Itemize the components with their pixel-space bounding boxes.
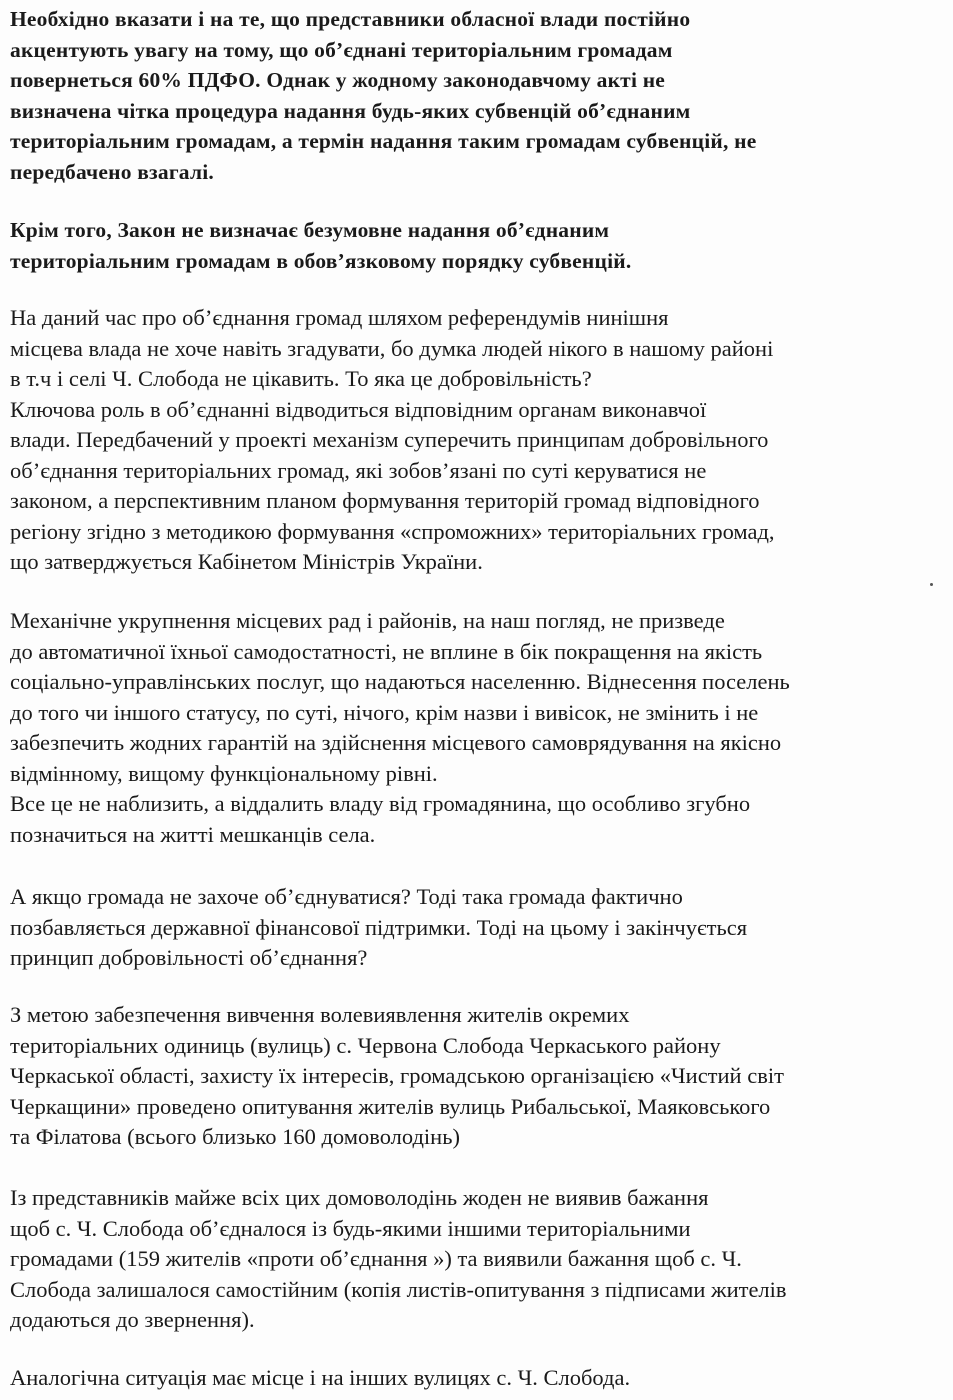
paragraph-subvention-procedure xyxy=(10,4,945,187)
paragraph-survey-results xyxy=(10,1183,945,1336)
text-line: На даний час про об’єднання громад шляхом референдумів нинішня xyxy=(10,305,669,330)
paragraph-survey xyxy=(10,1000,945,1153)
text-line: позбавляється державної фінансової підтримки. Тоді на цьому і закінчується xyxy=(10,914,748,940)
text-line: повернеться 60% ПДФО. Однак у жодному законодавчому акті не xyxy=(10,68,666,92)
paragraph-referendum-voluntariness xyxy=(10,303,945,578)
text-line: територіальних одиниць (вулиць) с. Червона Слобода Черкаського району xyxy=(10,1032,721,1058)
text-line: додаються до звернення). xyxy=(10,1307,255,1332)
text-line: та Філатова (всього близько 160 домоволодінь) xyxy=(10,1124,460,1149)
text-line: що затверджується Кабінетом Міністрів України. xyxy=(10,549,483,574)
text-line: Слобода залишалося самостійним (копія листів-опитування з підписами жителів xyxy=(10,1276,787,1302)
paragraph-community-refusal xyxy=(10,882,945,974)
text-line: принцип добровільності об’єднання? xyxy=(10,945,368,970)
text-line: місцева влада не хоче навіть згадувати, бо думка людей нікого в нашому районі xyxy=(10,335,774,361)
text-line: забезпечить жодних гарантій на здійснення місцевого самоврядування на якісно xyxy=(10,730,782,755)
paragraph-other-streets xyxy=(10,1363,945,1394)
text-line: А якщо громада не захоче об’єднуватися? Тоді така громада фактично xyxy=(10,884,683,909)
text-line: Все це не наблизить, а віддалить владу від громадянина, що особливо згубно xyxy=(10,791,751,816)
text-line: щоб с. Ч. Слобода об’єдналося із будь-якими іншими територіальними xyxy=(10,1215,691,1241)
text-line: регіону згідно з методикою формування «спроможних» територіальних громад, xyxy=(10,518,775,544)
paragraph-mechanical-consolidation xyxy=(10,606,945,850)
text-line: Черкащини» проведено опитування жителів вулиць Рибальської, Маяковського xyxy=(10,1093,771,1119)
text-line: Механічне укрупнення місцевих рад і районів, на наш погляд, не призведе xyxy=(10,608,725,633)
text-line: Аналогічна ситуація має місце і на інших вулицях с. Ч. Слобода. xyxy=(10,1365,631,1390)
text-line: влади. Передбачений у проекті механізм суперечить принципам добровільного xyxy=(10,427,769,452)
text-line: З метою забезпечення вивчення волевиявлення жителів окремих xyxy=(10,1002,630,1027)
text-line: соціально-управлінських послуг, що надаються населенню. Віднесення поселень xyxy=(10,669,790,694)
text-line: в т.ч і селі Ч. Слобода не цікавить. То яка це добровільність? xyxy=(10,366,592,391)
text-line: об’єднання територіальних громад, які зобов’язані по суті керуватися не xyxy=(10,457,707,483)
text-line: Черкаської області, захисту їх інтересів, громадською організацією «Чистий світ xyxy=(10,1063,784,1088)
text-line: законом, а перспективним планом формування територій громад відповідного xyxy=(10,488,760,513)
text-line: Ключова роль в об’єднанні відводиться відповідним органам виконавчої xyxy=(10,396,707,422)
text-line: територіальним громадам в обов’язковому порядку субвенцій. xyxy=(10,248,632,273)
text-line: визначена чітка процедура надання будь-яких субвенцій об’єднаним xyxy=(10,98,691,123)
paragraph-law-subvention xyxy=(10,215,945,276)
text-line: передбачено взагалі. xyxy=(10,159,214,184)
text-line: Необхідно вказати і на те, що представники обласної влади постійно xyxy=(10,7,691,31)
scan-speck xyxy=(930,583,933,586)
text-line: Із представників майже всіх цих домоволодінь жоден не виявив бажання xyxy=(10,1185,709,1210)
text-line: до автоматичної їхньої самодостатності, не вплине в бік покращення на якість xyxy=(10,638,763,664)
text-line: відмінному, вищому функціональному рівні. xyxy=(10,760,438,786)
text-line: Крім того, Закон не визначає безумовне надання об’єднаним xyxy=(10,218,610,242)
text-line: акцентують увагу на тому, що об’єднані територіальним громадам xyxy=(10,37,673,62)
text-line: позначиться на житті мешканців села. xyxy=(10,821,376,847)
text-line: до того чи іншого статусу, по суті, нічого, крім назви і вивісок, не змінить і не xyxy=(10,699,759,725)
text-line: громадами (159 жителів «проти об’єднання ») та виявили бажання щоб с. Ч. xyxy=(10,1246,742,1271)
text-line: територіальним громадам, а термін надання таким громадам субвенцій, не xyxy=(10,129,757,153)
